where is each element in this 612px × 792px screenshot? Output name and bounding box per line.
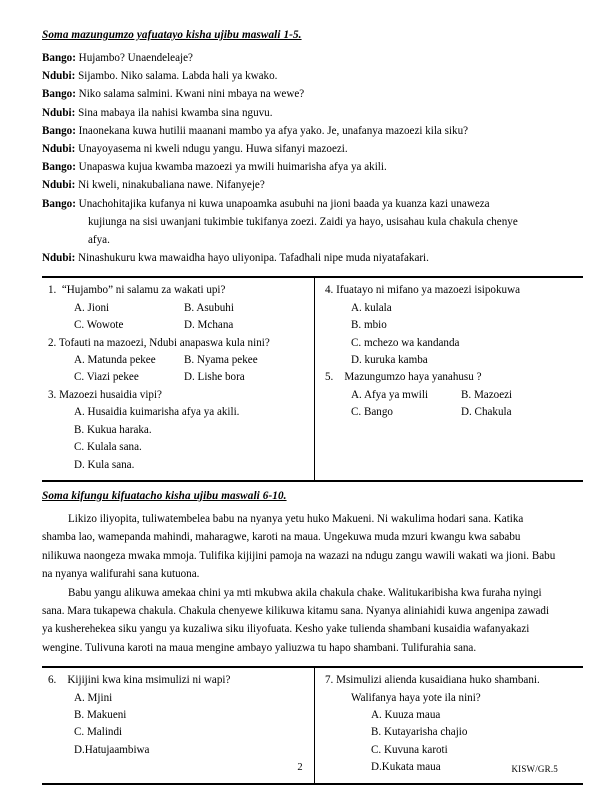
dialogue-line <box>42 140 558 158</box>
question-6-option-d[interactable]: D.Hatujaambiwa <box>74 743 150 756</box>
question-1-option-d[interactable]: D. Mchana <box>184 319 234 332</box>
question-3-option-b[interactable]: B. Kukua haraka. <box>74 423 152 436</box>
question-5-stem: 5. Mazungumzo haya yanahusu ? <box>325 371 482 384</box>
question-2-option-b[interactable]: B. Nyama pekee <box>184 354 258 367</box>
question-4-stem: 4. Ifuatayo ni mifano ya mazoezi isipokuwa <box>325 284 521 297</box>
dialogue-text: Unapaswa kujua kwamba mazoezi ya mwili huimarisha afya ya akili. <box>75 161 387 174</box>
question-1 <box>48 282 310 334</box>
page-content <box>42 28 558 785</box>
dialogue-speaker: Bango: <box>42 197 76 210</box>
question-2-options-row <box>48 352 310 369</box>
passage-paragraph: Likizo iliyopita, tuliwatembelea babu na nyanya yetu huko Makueni. Ni wakulima hodari sana. Katika shamba lao, wamepanda mahindi, maharagwe, karoti na maua. Ungekuwa muda mzuri kwangu kwa sababu nilikuwa naongeza mwaka mmoja. Tulifika kijijini pamoja na wazazi na ndugu zangu wawili wakati wa jioni. Babu na nyanya walifurahi sana kutuona. <box>42 512 556 581</box>
question-5-option-d[interactable]: D. Chakula <box>461 406 512 419</box>
question-4-option-d[interactable]: D. kuruka kamba <box>351 354 428 367</box>
question-7-option-a[interactable]: A. Kuuza maua <box>371 708 441 721</box>
dialogue-speaker: Ndubi: <box>42 179 76 192</box>
dialogue-text: Ni kweli, ninakubaliana nawe. Nifanyeje? <box>75 179 265 192</box>
dialogue-speaker: Bango: <box>42 52 76 64</box>
questions-table-1 <box>42 276 583 481</box>
question-3-option-c[interactable]: C. Kulala sana. <box>74 441 142 454</box>
question-2-option-a[interactable]: A. Matunda pekee <box>74 354 156 367</box>
dialogue-line <box>42 176 558 194</box>
dialogue-speaker: Bango: <box>42 124 76 137</box>
dialogue-speaker: Ndubi: <box>42 252 76 265</box>
question-2-options-row <box>48 369 310 386</box>
question-1-options-row <box>48 317 310 334</box>
dialogue-continuation-line: kujiunga na sisi uwanjani tukimbie tukifanya zoezi. Zaidi ya hayo, usisahau kula chakula chenye <box>88 215 518 228</box>
question-7-option-b[interactable]: B. Kutayarisha chajio <box>371 726 468 739</box>
dialogue-line <box>42 104 558 122</box>
question-7-option-c[interactable]: C. Kuvuna karoti <box>371 743 448 756</box>
dialogue-line <box>42 122 558 140</box>
question-4-option-a[interactable]: A. kulala <box>351 301 392 314</box>
dialogue-passage <box>42 49 558 267</box>
footer-paper-code: KISW/GR.5 <box>511 764 558 774</box>
question-1-stem: 1. “Hujambo” ni salamu za wakati upi? <box>48 284 226 297</box>
reading-passage <box>42 510 558 657</box>
question-5-options-row <box>325 387 579 404</box>
question-6-option-c[interactable]: C. Malindi <box>74 726 123 739</box>
question-3-option-d[interactable]: D. Kula sana. <box>74 458 135 471</box>
dialogue-line <box>42 85 558 103</box>
question-3-option-a[interactable]: A. Husaidia kuimarisha afya ya akili. <box>74 406 240 419</box>
question-1-options-row <box>48 300 310 317</box>
dialogue-line <box>42 195 558 213</box>
dialogue-speaker: Ndubi: <box>42 106 76 119</box>
dialogue-text: Unayoyasema ni kweli ndugu yangu. Huwa sifanyi mazoezi. <box>75 143 348 156</box>
passage-paragraph: Babu yangu alikuwa amekaa chini ya mti mkubwa akila chakula chake. Walitukaribisha kwa furaha nyingi sana. Mara tukapewa chakula. Chakula chenyewe kilikuwa kitamu sana. Nyanya aliniahidi kuwa angenipa zawadi ya kusherehekea siku yangu ya kuzaliwa siku iliyofuata. Kesho yake tulienda shambani kusaidia wafanyakazi wengine. Tulivuna karoti na maua mengine ambayo yaliuzwa tu hapo shambani. Tulifurahia sana. <box>42 586 550 654</box>
question-3 <box>48 387 310 474</box>
questions-cell-left <box>42 277 315 480</box>
question-7-stem-line-2: Walifanya haya yote ila nini? <box>351 691 481 704</box>
question-6-option-a[interactable]: A. Mjini <box>74 691 113 704</box>
question-2 <box>48 335 310 387</box>
dialogue-continuation-line: afya. <box>88 234 110 247</box>
question-5-option-c[interactable]: C. Bango <box>351 406 393 419</box>
dialogue-speaker: Ndubi: <box>42 143 76 156</box>
question-3-stem: 3. Mazoezi husaidia vipi? <box>48 388 162 401</box>
dialogue-speaker: Bango: <box>42 88 76 101</box>
question-6-stem: 6. Kijijini kwa kina msimulizi ni wapi? <box>48 674 231 687</box>
dialogue-speaker: Ndubi: <box>42 70 76 83</box>
question-7 <box>325 672 579 776</box>
question-2-option-d[interactable]: D. Lishe bora <box>184 371 245 384</box>
question-6 <box>48 672 310 759</box>
section-2-heading: Soma kifungu kifuatacho kisha ujibu maswali 6-10. <box>42 489 287 502</box>
question-1-option-a[interactable]: A. Jioni <box>74 301 110 314</box>
question-5 <box>325 369 579 421</box>
dialogue-text: Sina mabaya ila nahisi kwamba sina nguvu. <box>75 106 273 119</box>
question-5-options-row <box>325 404 579 421</box>
section-1-heading: Soma mazungumzo yafuatayo kisha ujibu maswali 1-5. <box>42 29 302 41</box>
dialogue-text: Niko salama salmini. Kwani nini mbaya na wewe? <box>75 88 305 101</box>
question-5-option-a[interactable]: A. Afya ya mwili <box>351 388 429 401</box>
question-1-option-c[interactable]: C. Wowote <box>74 319 124 332</box>
dialogue-text: Ninashukuru kwa mawaidha hayo uliyonipa. Tafadhali nipe muda niyatafakari. <box>75 252 429 265</box>
dialogue-line <box>42 158 558 176</box>
dialogue-text: Sijambo. Niko salama. Labda hali ya kwako. <box>75 70 278 83</box>
question-4-option-c[interactable]: C. mchezo wa kandanda <box>351 336 460 349</box>
question-2-stem: 2. Tofauti na mazoezi, Ndubi anapaswa kula nini? <box>48 336 270 349</box>
dialogue-text: Hujambo? Unaendeleaje? <box>75 52 193 64</box>
dialogue-text: Inaonekana kuwa hutilii maanani mambo ya afya yako. Je, unafanya mazoezi kila siku? <box>75 124 469 137</box>
dialogue-line <box>42 249 558 267</box>
dialogue-line <box>42 49 558 67</box>
dialogue-line <box>42 67 558 85</box>
questions-cell-right <box>315 277 584 480</box>
dialogue-speaker: Bango: <box>42 161 76 174</box>
question-4-option-b[interactable]: B. mbio <box>351 319 387 332</box>
dialogue-text: Unachohitajika kufanya ni kuwa unapoamka asubuhi na jioni baada ya kuanza kazi unaweza <box>75 197 490 210</box>
question-4 <box>325 282 579 369</box>
question-1-option-b[interactable]: B. Asubuhi <box>184 301 234 314</box>
question-6-option-b[interactable]: B. Makueni <box>74 708 127 721</box>
table-row <box>42 277 583 480</box>
footer-page-number: 2 <box>297 762 303 773</box>
question-7-stem: 7. Msimulizi alienda kusaidiana huko shambani. <box>325 674 540 687</box>
question-7-option-d[interactable]: D.Kukata maua <box>371 761 441 774</box>
question-2-option-c[interactable]: C. Viazi pekee <box>74 371 139 384</box>
question-5-option-b[interactable]: B. Mazoezi <box>461 388 513 401</box>
